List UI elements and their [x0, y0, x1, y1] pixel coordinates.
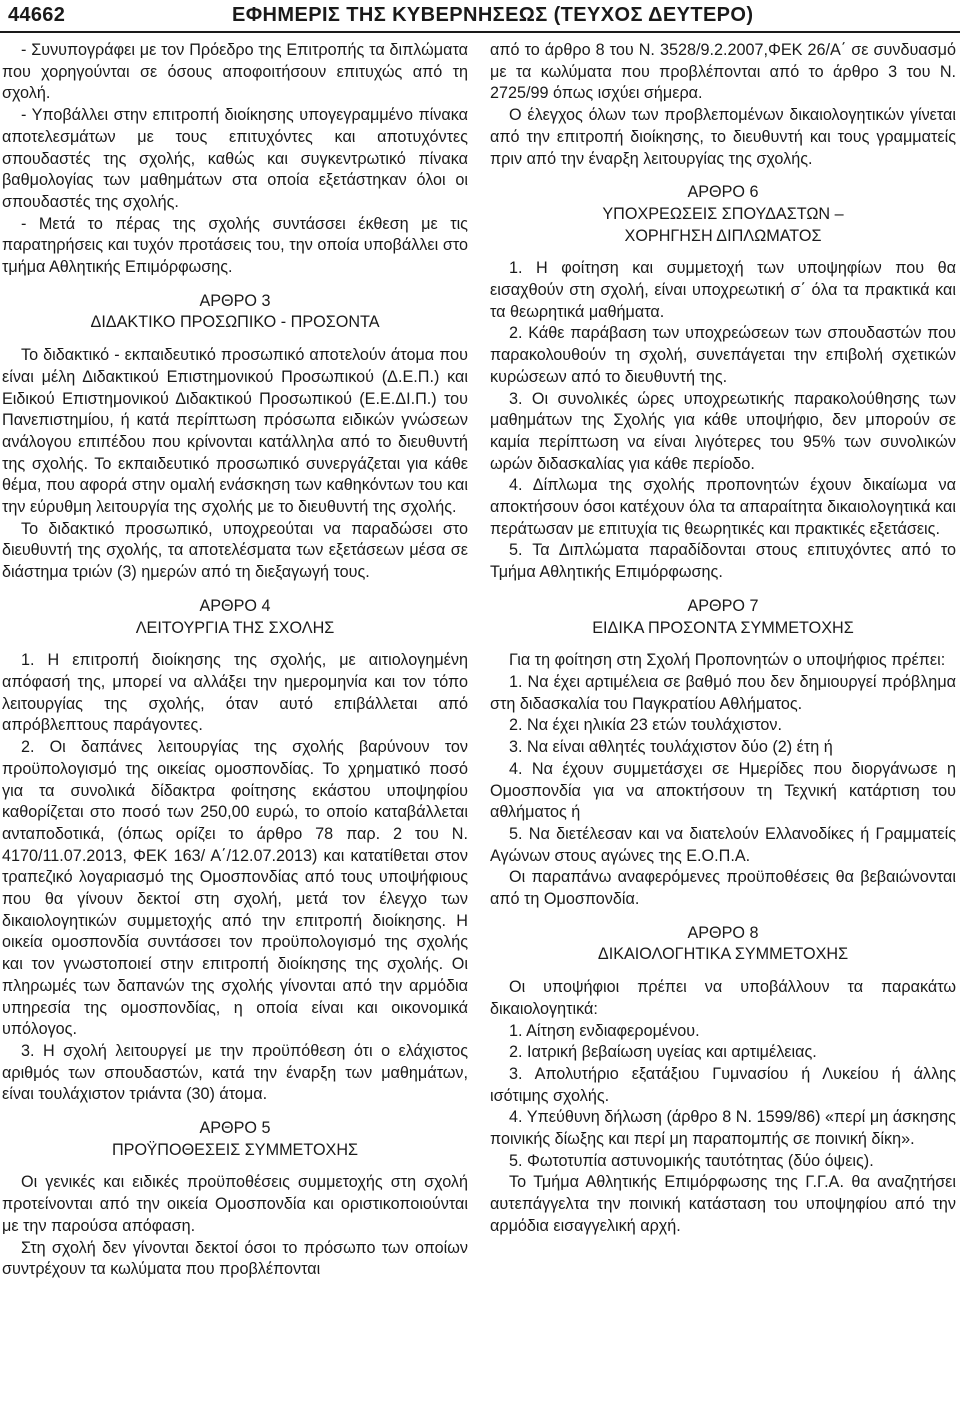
page-number: 44662 — [8, 4, 66, 26]
list-item: 1. Η φοίτηση και συμμετοχή των υποψηφίων που θα εισαχθούν στη σχολή, είναι υποχρεωτική σ΄ όλα τα πρακτικά και τα θεωρητικά μαθήματα. — [490, 259, 956, 321]
paragraph: - Μετά το πέρας της σχολής συντάσσει έκθεση με τις παρατηρήσεις και τυχόν προτάσεις του, την οποία υποβάλλει στο τμήμα Αθλητικής Επιμόρφωσης. — [2, 214, 468, 277]
article-7-title: ΑΡΘΡΟ 7 — [687, 596, 759, 615]
page-header — [0, 0, 960, 30]
right-column — [490, 40, 956, 1238]
list-item: 5. Φωτοτυπία αστυνομικής ταυτότητας (δύο όψεις). — [509, 1151, 874, 1170]
paragraph: από το άρθρο 8 του Ν. 3528/9.2.2007,ΦΕΚ 26/Α΄ σε συνδυασμό με τα κωλύματα που προβλέπονται από το άρθρο 3 του Ν. 2725/99 όπως ισχύει σήμερα. — [490, 41, 956, 103]
article-7-subtitle: ΕΙΔΙΚΑ ΠΡΟΣΟΝΤΑ ΣΥΜΜΕΤΟΧΗΣ — [592, 618, 854, 637]
article-8-title: ΑΡΘΡΟ 8 — [687, 923, 759, 942]
paragraph: Το διδακτικό προσωπικό, υποχρεούται να παραδώσει στο διευθυντή της σχολής, τα αποτελέσματα των εξετάσεων μέσα σε διάστημα τριών (3) ημερών από τη διεξαγωγή τους. — [2, 519, 468, 582]
list-item: 5. Να διετέλεσαν και να διατελούν Ελλανοδίκες ή Γραμματείς Αγώνων στους αγώνες της Ε.Ο.Π.Α. — [490, 824, 956, 865]
paragraph: Οι γενικές και ειδικές προϋποθέσεις συμμετοχής στη σχολή προτείνονται από την οικεία Ομοσπονδία και οριστικοποιούνται με την παρούσα απόφαση. — [2, 1173, 468, 1235]
list-item: 3. Απολυτήριο εξατάξιου Γυμνασίου ή Λυκείου ή άλλης ισότιμης σχολής. — [490, 1064, 956, 1105]
article-4-title: ΑΡΘΡΟ 4 — [199, 596, 271, 615]
list-item: 3. Οι συνολικές ώρες υποχρεωτικής παρακολούθησης των μαθημάτων της Σχολής για κάθε υποψήφιο, δεν μπορούν σε καμία περίπτωση να είναι λιγότερες του 95% των συνολικών ωρών διδασκαλίας για κάθε περίοδο. — [490, 389, 956, 473]
paragraph: 1. Η επιτροπή διοίκησης της σχολής, με αιτιολογημένη απόφασή της, μπορεί να αλλάξει την ημερομηνία και τον τόπο λειτουργίας της σχολής, όταν αυτό επιβάλλεται από απρόβλεπτους παράγοντες. — [2, 651, 468, 735]
paragraph: Το διδακτικό - εκπαιδευτικό προσωπικό αποτελούν άτομα που είναι μέλη Διδακτικού Επιστημονικού Προσωπικού (Δ.Ε.Π.) και Ειδικού Επιστημονικού Διδακτικού Προσωπικού (Ε.Ε.ΔΙ.Π.) του Πανεπιστημίου, ή κατά περίπτωση πρόσωπα ειδικών γνώσεων ανάλογου επιπέδου που κρίνονται κατάλληλα από το διευθυντή της σχολής. Το εκπαιδευτικό προσωπικό συνεργάζεται για κάθε θέμα, που αφορά στην ομαλή ενάσκηση των καθηκόντων του και την εύρυθμη λειτουργία της σχολής με το διευθυντή της σχολής. — [2, 346, 468, 517]
header-rule — [0, 31, 960, 33]
list-item: 5. Τα Διπλώματα παραδίδονται στους επιτυχόντες από το Τμήμα Αθλητικής Επιμόρφωσης. — [490, 541, 956, 582]
article-5-subtitle: ΠΡΟΫΠΟΘΕΣΕΙΣ ΣΥΜΜΕΤΟΧΗΣ — [111, 1140, 359, 1159]
article-6-title: ΑΡΘΡΟ 6 — [687, 183, 759, 202]
list-item: 1. Αίτηση ενδιαφερομένου. — [509, 1021, 700, 1040]
article-6-subtitle-line1: ΥΠΟΧΡΕΩΣΕΙΣ ΣΠΟΥΔΑΣΤΩΝ – — [602, 204, 844, 223]
paragraph: Οι παραπάνω αναφερόμενες προϋποθέσεις θα βεβαιώνονται από τη Ομοσπονδία. — [490, 868, 956, 909]
article-8-subtitle: ΔΙΚΑΙΟΛΟΓΗΤΙΚΑ ΣΥΜΜΕΤΟΧΗΣ — [597, 945, 849, 964]
journal-title: ΕΦΗΜΕΡΙΣ ΤΗΣ ΚΥΒΕΡΝΗΣΕΩΣ (ΤΕΥΧΟΣ ΔΕΥΤΕΡΟ) — [232, 4, 754, 26]
paragraph: Το Τμήμα Αθλητικής Επιμόρφωσης της Γ.Γ.Α. θα αναζητήσει αυτεπάγγελτα την ποινική κατάσταση του υποψηφίου από την αρμόδια εισαγγελική αρχή. — [490, 1173, 956, 1235]
list-item: 1. Να έχει αρτιμέλεια σε βαθμό που δεν δημιουργεί πρόβλημα στη διδασκαλία του Παγκρατίου Αθλήματος. — [490, 672, 956, 713]
article-6-subtitle-line2: ΧΟΡΗΓΗΣΗ ΔΙΠΛΩΜΑΤΟΣ — [624, 226, 822, 245]
paragraph: - Συνυπογράφει με τον Πρόεδρο της Επιτροπής τα διπλώματα που χορηγούνται σε όσους αποφοιτήσουν επιτυχώς από τη σχολή. — [2, 41, 468, 103]
list-item: 2. Να έχει ηλικία 23 ετών τουλάχιστον. — [509, 716, 782, 735]
list-item: 3. Να είναι αθλητές τουλάχιστον δύο (2) έτη ή — [509, 738, 833, 757]
paragraph: 2. Οι δαπάνες λειτουργίας της σχολής βαρύνουν τον προϋπολογισμό της οικείας ομοσπονδίας. Το χρηματικό ποσό για τα συνολικά δίδακτρα φοίτησης εκάστου υποψηφίου καθορίζεται στο ποσό των 250,00 ευρώ, το οποίο καταβάλλεται ανταποδοτικά, (όπως ορίζει το άρθρο 78 παρ. 2 του Ν. 4170/11.07.2013, ΦΕΚ 163/ Α΄/12.07.2013) και κατατίθεται στον τραπεζικό λογαριασμό της Ομοσπονδίας από τους υποψήφιους που θα γίνουν δεκτοί στη σχολή, μετά τον έλεγχο των δικαιολογητικών συμμετοχής από την επιτροπή διοίκησης. Η οικεία ομοσπονδία συντάσσει τον προϋπολογισμό της σχολής και τον γνωστοποιεί στην επιτροπή διοίκησης της σχολής. Οι πληρωμές των δαπανών της σχολής γίνονται από την αρμόδια υπηρεσία της ομοσπονδίας, η οποία είναι και οικονομικά υπόλογος. — [2, 738, 468, 1039]
list-item: 4. Δίπλωμα της σχολής προπονητών έχουν δικαίωμα να αποκτήσουν όσοι κατέχουν όλα τα απαραίτητα δικαιολογητικά και περάτωσαν με επιτυχία τις θεωρητικές και πρακτικές εξετάσεις. — [490, 476, 956, 538]
paragraph: Ο έλεγχος όλων των προβλεπομένων δικαιολογητικών γίνεται από την επιτροπή διοίκησης, το διευθυντή και τους γραμματείς πριν από την έναρξη λειτουργίας της σχολής. — [490, 106, 956, 168]
paragraph: Για τη φοίτηση στη Σχολή Προπονητών ο υποψήφιος πρέπει: — [509, 651, 946, 670]
article-3-title: ΑΡΘΡΟ 3 — [199, 291, 271, 310]
list-item: 2. Κάθε παράβαση των υποχρεώσεων των σπουδαστών που παρακολουθούν τη σχολή, συνεπάγεται την επιβολή σχετικών κυρώσεων από το διευθυντή της. — [490, 324, 956, 386]
paragraph: 3. Η σχολή λειτουργεί με την προϋπόθεση ότι ο ελάχιστος αριθμός των σπουδαστών, κατά την έναρξη των μαθημάτων, είναι τουλάχιστον τριάντα (30) άτομα. — [2, 1041, 468, 1104]
article-5-title: ΑΡΘΡΟ 5 — [199, 1119, 271, 1138]
article-3-subtitle: ΔΙΔΑΚΤΙΚΟ ΠΡΟΣΩΠΙΚΟ - ΠΡΟΣΟΝΤΑ — [90, 313, 380, 332]
list-item: 4. Υπεύθυνη δήλωση (άρθρο 8 Ν. 1599/86) «περί μη άσκησης ποινικής δίωξης και περί μη παραπομπής σε ποινική δίκη». — [490, 1108, 956, 1149]
article-4-subtitle: ΛΕΙΤΟΥΡΓΙΑ ΤΗΣ ΣΧΟΛΗΣ — [135, 618, 335, 637]
list-item: 4. Να έχουν συμμετάσχει σε Ημερίδες που διοργάνωσε η Ομοσπονδία για να αποκτήσουν τη Τεχνική κατάρτιση του αθλήματος ή — [490, 759, 956, 822]
left-column — [2, 40, 468, 1281]
paragraph: - Υποβάλλει στην επιτροπή διοίκησης υπογεγραμμένο πίνακα αποτελεσμάτων με τους επιτυχόντες και αποτυχόντες σπουδαστές της σχολής, καθώς και συγκεντρωτικό πίνακα βαθμολογίας των μαθημάτων στα οποία εξετάστηκαν όλοι οι σπουδαστές της σχολής. — [2, 106, 468, 211]
paragraph: Στη σχολή δεν γίνονται δεκτοί όσοι το πρόσωπο των οποίων συντρέχουν τα κωλύματα που προβλέπονται — [2, 1238, 468, 1279]
paragraph: Οι υποψήφιοι πρέπει να υποβάλλουν τα παρακάτω δικαιολογητικά: — [490, 978, 956, 1018]
list-item: 2. Ιατρική βεβαίωση υγείας και αρτιμέλειας. — [509, 1043, 817, 1062]
